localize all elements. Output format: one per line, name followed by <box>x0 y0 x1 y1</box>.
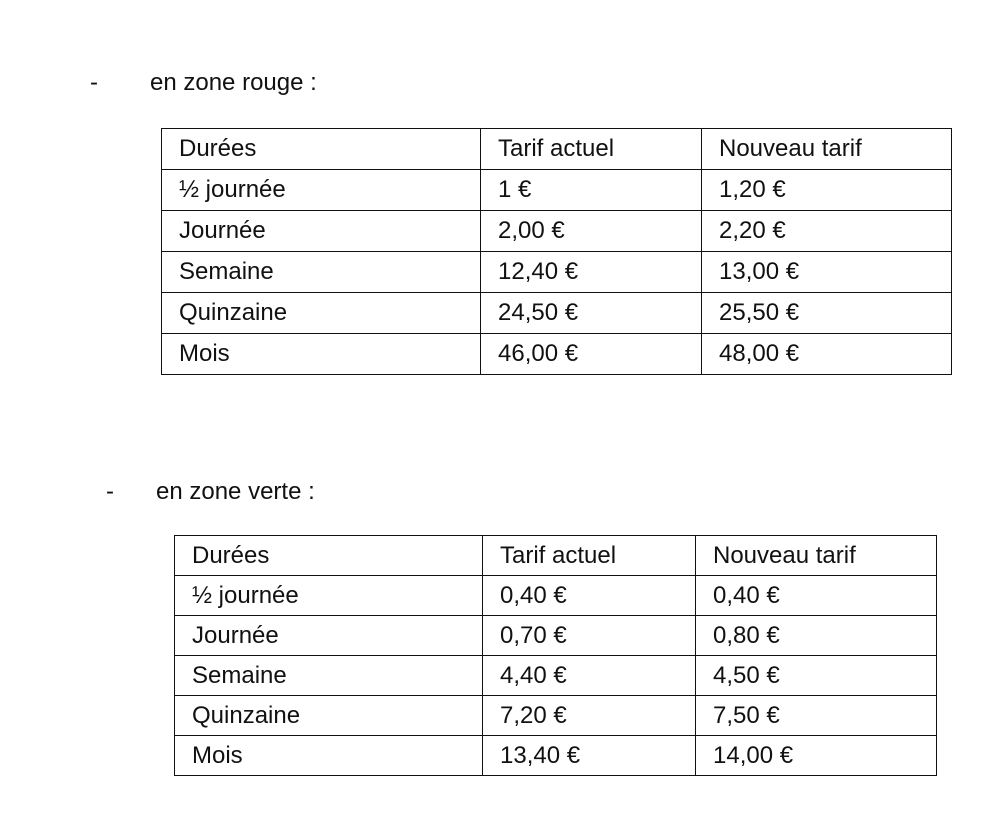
table-row <box>162 252 952 293</box>
table-cell-tarif-actuel: 0,70 € <box>483 616 696 656</box>
zone-verte-tariff-table <box>174 535 937 776</box>
table-header-row <box>175 536 937 576</box>
table-row <box>175 656 937 696</box>
table-cell-tarif-actuel: 13,40 € <box>483 736 696 776</box>
table-cell-nouveau-tarif: 2,20 € <box>702 211 952 252</box>
table-cell-tarif-actuel: 46,00 € <box>481 334 702 375</box>
zone-verte-bullet: - <box>106 478 114 505</box>
table-cell-nouveau-tarif: 25,50 € <box>702 293 952 334</box>
table-cell-nouveau-tarif: 13,00 € <box>702 252 952 293</box>
table-row <box>175 736 937 776</box>
table-cell-nouveau-tarif: 0,40 € <box>696 576 937 616</box>
column-header-durees: Durées <box>175 536 483 576</box>
table-cell-tarif-actuel: 7,20 € <box>483 696 696 736</box>
zone-rouge-tariff-table <box>161 128 952 375</box>
table-row <box>162 293 952 334</box>
zone-rouge-bullet: - <box>90 69 98 96</box>
table-cell-tarif-actuel: 0,40 € <box>483 576 696 616</box>
zone-verte-heading: en zone verte : <box>156 478 315 505</box>
column-header-nouveau-tarif: Nouveau tarif <box>702 129 952 170</box>
table-row <box>175 696 937 736</box>
table-cell-duree: Mois <box>175 736 483 776</box>
table-cell-tarif-actuel: 12,40 € <box>481 252 702 293</box>
table-row <box>175 616 937 656</box>
table-cell-duree: Mois <box>162 334 481 375</box>
table-header-row <box>162 129 952 170</box>
table-row <box>162 334 952 375</box>
table-cell-duree: Journée <box>162 211 481 252</box>
table-cell-tarif-actuel: 2,00 € <box>481 211 702 252</box>
table-row <box>175 576 937 616</box>
table-cell-nouveau-tarif: 48,00 € <box>702 334 952 375</box>
table-cell-duree: Quinzaine <box>162 293 481 334</box>
column-header-nouveau-tarif: Nouveau tarif <box>696 536 937 576</box>
table-cell-duree: Quinzaine <box>175 696 483 736</box>
zone-rouge-heading: en zone rouge : <box>150 69 317 96</box>
table-row <box>162 211 952 252</box>
table-cell-nouveau-tarif: 0,80 € <box>696 616 937 656</box>
table-cell-nouveau-tarif: 7,50 € <box>696 696 937 736</box>
table-cell-duree: ½ journée <box>175 576 483 616</box>
column-header-durees: Durées <box>162 129 481 170</box>
table-cell-duree: ½ journée <box>162 170 481 211</box>
table-cell-nouveau-tarif: 14,00 € <box>696 736 937 776</box>
table-cell-tarif-actuel: 4,40 € <box>483 656 696 696</box>
column-header-tarif-actuel: Tarif actuel <box>481 129 702 170</box>
table-cell-tarif-actuel: 1 € <box>481 170 702 211</box>
table-cell-duree: Journée <box>175 616 483 656</box>
column-header-tarif-actuel: Tarif actuel <box>483 536 696 576</box>
table-cell-tarif-actuel: 24,50 € <box>481 293 702 334</box>
table-cell-duree: Semaine <box>162 252 481 293</box>
table-cell-nouveau-tarif: 1,20 € <box>702 170 952 211</box>
table-cell-duree: Semaine <box>175 656 483 696</box>
table-cell-nouveau-tarif: 4,50 € <box>696 656 937 696</box>
table-row <box>162 170 952 211</box>
